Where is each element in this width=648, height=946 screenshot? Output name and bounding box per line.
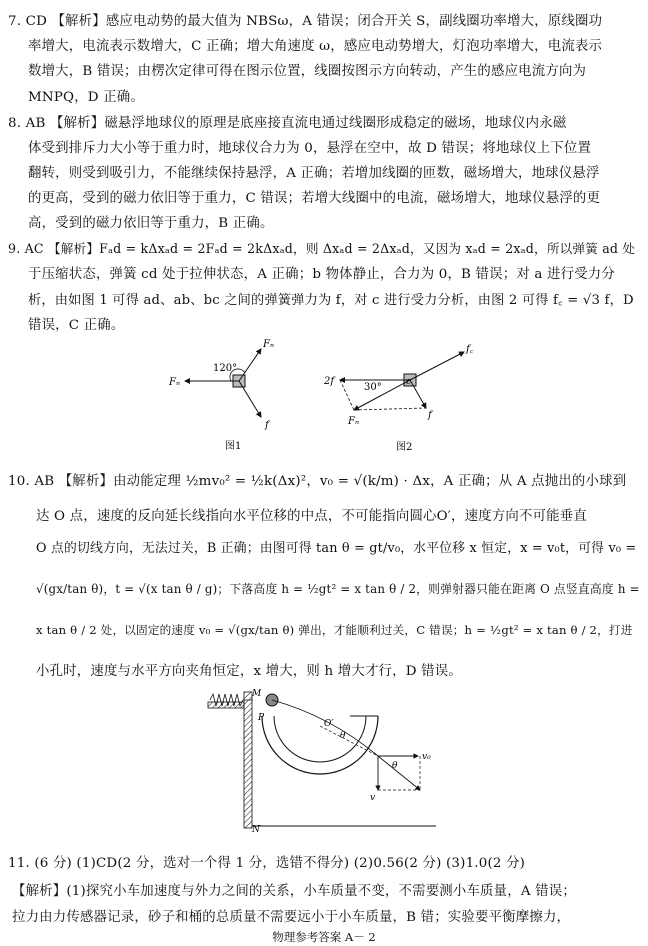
q10-line-2: 达 O 点，速度的反向延长线指向水平位移的中点，不可能指向圆心O′，速度方向不可能垂直 [36, 509, 587, 524]
q8-line-3: 翻转，则受到吸引力，不能继续保持悬浮，A 正确；若增加线圈的匝数，磁场增大，地球仪悬浮 [28, 166, 600, 181]
page-footer: 物理参考答案 A－ 2 [272, 930, 376, 944]
q8-line-4: 的更高，受到的磁力依旧等于重力，C 错误；若增大线圈中的电流，磁场增大，地球仪悬浮的更 [28, 191, 601, 206]
q11-heading: 11. (6 分) (1)CD(2 分，选对一个得 1 分，选错不得分) (2)0.56(2 分) (3)1.0(2 分) [8, 856, 526, 871]
fig3-label-v: v [370, 793, 376, 803]
q10-line-5: x tan θ / 2 处，以固定的速度 v₀ = √(gx/tan θ) 弹出，才能顺利过关，C 错误；h = ½gt² = x tan θ / 2，打进 [36, 623, 633, 637]
fig1-angle-label: 120° [213, 363, 238, 374]
fig3-wall [244, 692, 252, 828]
fig2-angle-label: 30° [364, 382, 382, 393]
q10-line-4: √(gx/tan θ)，t = √(x tan θ / g)；下落高度 h = ½gt² = x tan θ / 2，则弹射器只能在距离 O 点竖直高度 h = [36, 582, 640, 596]
fig3-label-theta: θ [340, 731, 346, 741]
fig2-2f-label: 2f [324, 376, 335, 387]
fig2-caption: 图2 [396, 442, 413, 453]
figure-1-force-diagram [165, 335, 280, 455]
fig1-fn-top-label: Fₙ [263, 339, 274, 350]
fig3-label-p: P [258, 713, 265, 723]
figure-3-track-diagram [200, 686, 440, 834]
fig1-fn-left-label: Fₙ [169, 377, 180, 388]
q9-line-1: 9. AC 【解析】Fₐd = kΔxₐd = 2Fₐd = 2kΔxₐd，则 Δxₐd = 2Δxₐd，又因为 xₐd = 2xₐd，所以弹簧 ad 处 [8, 241, 636, 256]
fig2-f-label: f [428, 410, 432, 421]
fig2-c-label: c [406, 377, 412, 387]
q9-line-4: 错误，C 正确。 [28, 318, 125, 333]
q7-line-3: 数增大，B 错误；由楞次定律可得在图示位置，线圈按图示方向转动，产生的感应电流方向为 [28, 64, 587, 79]
fig2-fn-label: Fₙ [348, 416, 359, 427]
q7-line-1: 7. CD 【解析】感应电动势的最大值为 NBSω，A 错误；闭合开关 S，副线圈功率增大，原线圈功 [8, 14, 603, 29]
q11-line-2: 拉力由力传感器记录，砂子和桶的总质量不需要远小于小车质量，B 错；实验要平衡摩擦力， [12, 910, 571, 925]
q10-line-3: O 点的切线方向，无法过关，B 正确；由图可得 tan θ = gt/v₀，水平位移 x 恒定，x = v₀t，可得 v₀ = [36, 541, 637, 556]
fig3-label-m: M [252, 689, 262, 699]
q10-line-6: 小孔时，速度与水平方向夹角恒定，x 增大，则 h 增大才行，D 错误。 [36, 664, 462, 679]
q7-line-2: 率增大，电流表示数增大，C 正确；增大角速度 ω，感应电动势增大，灯泡功率增大，电流表示 [28, 39, 603, 54]
q9-line-3: 析，由如图 1 可得 ad、ab、bc 之间的弹簧弹力为 f，对 c 进行受力分析，由图 2 可得 f꜀ = √3 f，D [28, 293, 634, 308]
q7-line-4: MNPQ，D 正确。 [28, 90, 144, 105]
q10-line-1: 10. AB 【解析】由动能定理 ½mv₀² = ½k(Δx)²，v₀ = √(k/m) · Δx，A 正确；从 A 点抛出的小球到 [8, 474, 627, 489]
fig3-label-theta2: θ [392, 761, 398, 771]
fig3-label-v0: v₀ [422, 752, 431, 762]
q8-line-1: 8. AB 【解析】磁悬浮地球仪的原理是底座接直流电通过线圈形成稳定的磁场，地球仪内永磁 [8, 116, 567, 131]
figure-2-force-diagram [318, 338, 483, 458]
q8-line-5: 高，受到的磁力依旧等于重力，B 正确。 [28, 216, 274, 231]
fig3-label-o: O′ [324, 719, 334, 729]
fig1-caption: 图1 [225, 441, 242, 452]
q11-line-1: 【解析】(1)探究小车加速度与外力之间的关系，小车质量不变，不需要测小车质量，A 错误； [12, 884, 576, 899]
fig2-fc-label: f꜀ [466, 344, 474, 355]
fig3-label-n: N [252, 825, 260, 834]
q9-line-2: 于压缩状态，弹簧 cd 处于拉伸状态，A 正确；b 物体静止，合力为 0，B 错误；对 a 进行受力分 [28, 267, 615, 282]
fig1-f-label: f [265, 420, 269, 431]
q8-line-2: 体受到排斥力大小等于重力时，地球仪合力为 0，悬浮在空中，故 D 错误；将地球仪上下位置 [28, 141, 592, 156]
